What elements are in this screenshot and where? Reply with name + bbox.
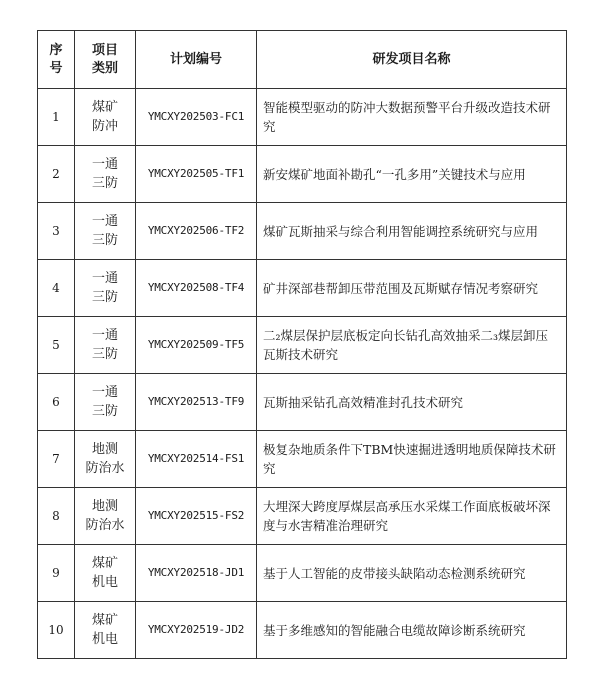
header-no-label: 序 号 bbox=[49, 42, 63, 76]
table-row bbox=[38, 146, 567, 203]
row-no-cell bbox=[38, 146, 75, 203]
table-row bbox=[38, 317, 567, 374]
table-row bbox=[38, 602, 567, 659]
row-project-name-cell bbox=[257, 203, 567, 260]
row-category-cell bbox=[75, 317, 136, 374]
row-plan-code: YMCXY202503-FC1 bbox=[147, 110, 245, 123]
row-category: 地测 防治水 bbox=[85, 499, 125, 533]
header-plan-code bbox=[136, 31, 257, 89]
row-plan-code-cell bbox=[136, 203, 257, 260]
row-plan-code-cell bbox=[136, 260, 257, 317]
row-project-name-cell bbox=[257, 374, 567, 431]
table-row bbox=[38, 89, 567, 146]
row-plan-code-cell bbox=[136, 374, 257, 431]
header-project-name bbox=[257, 31, 567, 89]
row-plan-code: YMCXY202505-TF1 bbox=[147, 167, 245, 180]
row-no-cell bbox=[38, 374, 75, 431]
row-category-cell bbox=[75, 260, 136, 317]
table-row bbox=[38, 203, 567, 260]
row-no: 6 bbox=[52, 395, 60, 409]
row-plan-code: YMCXY202515-FS2 bbox=[147, 509, 245, 522]
row-plan-code: YMCXY202506-TF2 bbox=[147, 224, 245, 237]
header-project-name-label: 研发项目名称 bbox=[372, 51, 451, 67]
row-plan-code: YMCXY202518-JD1 bbox=[147, 566, 245, 579]
row-no: 5 bbox=[52, 338, 60, 352]
row-category: 一通 三防 bbox=[91, 385, 118, 419]
row-no-cell bbox=[38, 260, 75, 317]
row-plan-code: YMCXY202519-JD2 bbox=[147, 623, 245, 636]
header-plan-code-label: 计划编号 bbox=[169, 51, 222, 67]
row-no: 4 bbox=[52, 281, 60, 295]
row-no-cell bbox=[38, 317, 75, 374]
row-plan-code: YMCXY202513-TF9 bbox=[147, 395, 245, 408]
row-plan-code-cell bbox=[136, 317, 257, 374]
row-category: 一通 三防 bbox=[91, 157, 118, 191]
row-category: 一通 三防 bbox=[91, 328, 118, 362]
row-category: 一通 三防 bbox=[91, 214, 118, 248]
row-plan-code-cell bbox=[136, 602, 257, 659]
row-category: 一通 三防 bbox=[91, 271, 118, 305]
header-category-label: 项目 类别 bbox=[91, 42, 118, 76]
table-row bbox=[38, 260, 567, 317]
row-category-cell bbox=[75, 374, 136, 431]
table-row bbox=[38, 488, 567, 545]
row-category-cell bbox=[75, 89, 136, 146]
row-no: 2 bbox=[52, 167, 60, 181]
row-category: 煤矿 防冲 bbox=[91, 100, 118, 134]
row-project-name: 煤矿瓦斯抽采与综合利用智能调控系统研究与应用 bbox=[263, 223, 539, 239]
row-project-name: 新安煤矿地面补勘孔“一孔多用”关键技术与应用 bbox=[263, 166, 526, 182]
row-project-name-cell bbox=[257, 317, 567, 374]
row-category-cell bbox=[75, 146, 136, 203]
row-category: 地测 防治水 bbox=[85, 442, 125, 476]
project-table bbox=[37, 30, 567, 659]
row-category-cell bbox=[75, 545, 136, 602]
row-no: 7 bbox=[52, 452, 60, 466]
row-project-name-cell bbox=[257, 545, 567, 602]
row-category-cell bbox=[75, 431, 136, 488]
row-no-cell bbox=[38, 602, 75, 659]
row-plan-code-cell bbox=[136, 146, 257, 203]
table-body bbox=[38, 89, 567, 659]
header-no bbox=[38, 31, 75, 89]
row-category-cell bbox=[75, 488, 136, 545]
row-plan-code: YMCXY202514-FS1 bbox=[147, 452, 245, 465]
row-plan-code-cell bbox=[136, 545, 257, 602]
row-no-cell bbox=[38, 89, 75, 146]
table-header-row bbox=[38, 31, 567, 89]
row-no-cell bbox=[38, 431, 75, 488]
row-project-name: 二₂煤层保护层底板定向长钻孔高效抽采二₃煤层卸压瓦斯技术研究 bbox=[263, 328, 549, 362]
row-project-name: 智能模型驱动的防冲大数据预警平台升级改造技术研究 bbox=[263, 100, 551, 134]
row-no: 3 bbox=[52, 224, 60, 238]
row-project-name: 矿井深部巷帮卸压带范围及瓦斯赋存情况考察研究 bbox=[263, 280, 539, 296]
row-category: 煤矿 机电 bbox=[91, 556, 118, 590]
row-project-name-cell bbox=[257, 488, 567, 545]
row-project-name: 大埋深大跨度厚煤层高承压水采煤工作面底板破坏深度与水害精准治理研究 bbox=[263, 499, 551, 533]
row-project-name: 基于多维感知的智能融合电缆故障诊断系统研究 bbox=[263, 622, 526, 638]
row-plan-code-cell bbox=[136, 89, 257, 146]
row-project-name-cell bbox=[257, 89, 567, 146]
row-category-cell bbox=[75, 203, 136, 260]
row-plan-code-cell bbox=[136, 431, 257, 488]
table-row bbox=[38, 545, 567, 602]
row-category-cell bbox=[75, 602, 136, 659]
row-no: 9 bbox=[52, 566, 60, 580]
header-category bbox=[75, 31, 136, 89]
row-no-cell bbox=[38, 203, 75, 260]
row-project-name: 基于人工智能的皮带接头缺陷动态检测系统研究 bbox=[263, 565, 526, 581]
row-project-name-cell bbox=[257, 602, 567, 659]
row-plan-code: YMCXY202508-TF4 bbox=[147, 281, 245, 294]
row-project-name: 极复杂地质条件下TBM快速掘进透明地质保障技术研究 bbox=[263, 442, 556, 476]
row-plan-code: YMCXY202509-TF5 bbox=[147, 338, 245, 351]
row-no: 1 bbox=[52, 110, 60, 124]
row-project-name-cell bbox=[257, 431, 567, 488]
row-project-name-cell bbox=[257, 146, 567, 203]
row-no: 10 bbox=[48, 623, 64, 637]
row-project-name-cell bbox=[257, 260, 567, 317]
row-category: 煤矿 机电 bbox=[91, 613, 118, 647]
row-plan-code-cell bbox=[136, 488, 257, 545]
row-project-name: 瓦斯抽采钻孔高效精准封孔技术研究 bbox=[263, 394, 464, 410]
table-row bbox=[38, 374, 567, 431]
table-row bbox=[38, 431, 567, 488]
row-no: 8 bbox=[52, 509, 60, 523]
row-no-cell bbox=[38, 545, 75, 602]
row-no-cell bbox=[38, 488, 75, 545]
